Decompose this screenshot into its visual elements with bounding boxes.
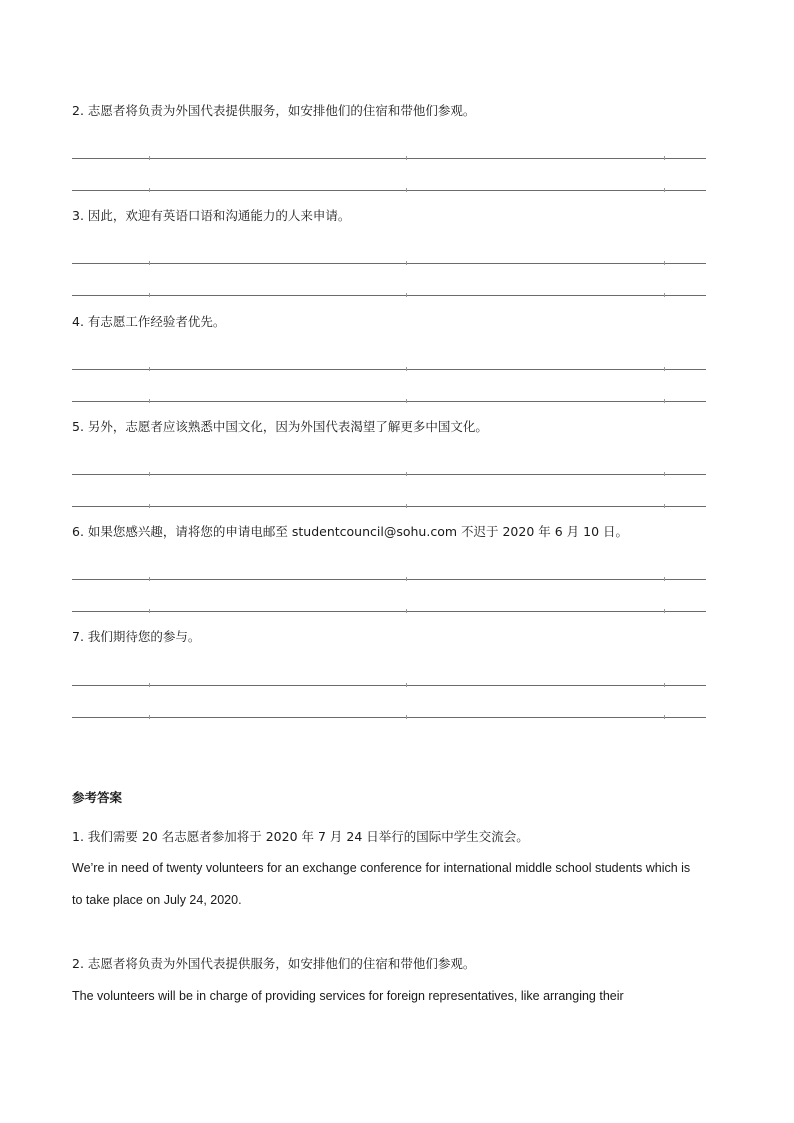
- rule-tick: [149, 504, 150, 508]
- rule-tick: [664, 577, 665, 581]
- rule-tick: [406, 293, 407, 297]
- rule-tick: [406, 577, 407, 581]
- rule-tick: [406, 683, 407, 687]
- rule-tick: [664, 472, 665, 476]
- rule-tick: [664, 367, 665, 371]
- rule-tick: [149, 472, 150, 476]
- question-4: 4. 有志愿工作经验者优先。: [72, 314, 226, 329]
- rule-tick: [149, 399, 150, 403]
- rule-tick: [149, 367, 150, 371]
- answer-2-english-line: The volunteers will be in charge of providing services for foreign representatives, like arranging their: [72, 989, 624, 1003]
- answer-line[interactable]: [72, 717, 706, 718]
- answer-1-english-line: We’re in need of twenty volunteers for an exchange conference for international middle school students which is: [72, 861, 691, 875]
- question-2: 2. 志愿者将负责为外国代表提供服务，如安排他们的住宿和带他们参观。: [72, 103, 476, 118]
- rule-tick: [149, 188, 150, 192]
- rule-tick: [664, 504, 665, 508]
- rule-tick: [664, 683, 665, 687]
- rule-tick: [406, 399, 407, 403]
- rule-tick: [149, 293, 150, 297]
- rule-tick: [406, 504, 407, 508]
- answer-line[interactable]: [72, 401, 706, 402]
- rule-tick: [406, 609, 407, 613]
- rule-tick: [664, 609, 665, 613]
- rule-tick: [664, 188, 665, 192]
- question-6: 6. 如果您感兴趣，请将您的申请电邮至 studentcouncil@sohu.com 不迟于 2020 年 6 月 10 日。: [72, 524, 629, 539]
- rule-tick: [664, 399, 665, 403]
- question-3: 3. 因此，欢迎有英语口语和沟通能力的人来申请。: [72, 208, 351, 223]
- rule-tick: [149, 261, 150, 265]
- answer-2-chinese: 2. 志愿者将负责为外国代表提供服务，如安排他们的住宿和带他们参观。: [72, 956, 476, 971]
- answer-line[interactable]: [72, 506, 706, 507]
- answer-line[interactable]: [72, 190, 706, 191]
- rule-tick: [664, 293, 665, 297]
- rule-tick: [149, 156, 150, 160]
- answer-line[interactable]: [72, 685, 706, 686]
- answer-line[interactable]: [72, 579, 706, 580]
- rule-tick: [149, 715, 150, 719]
- rule-tick: [149, 577, 150, 581]
- rule-tick: [406, 715, 407, 719]
- rule-tick: [149, 683, 150, 687]
- answer-1-chinese: 1. 我们需要 20 名志愿者参加将于 2020 年 7 月 24 日举行的国际中学生交流会。: [72, 829, 529, 844]
- answer-line[interactable]: [72, 474, 706, 475]
- question-7: 7. 我们期待您的参与。: [72, 629, 201, 644]
- answer-line[interactable]: [72, 369, 706, 370]
- rule-tick: [406, 472, 407, 476]
- rule-tick: [406, 261, 407, 265]
- answer-line[interactable]: [72, 263, 706, 264]
- rule-tick: [664, 261, 665, 265]
- rule-tick: [406, 188, 407, 192]
- rule-tick: [406, 156, 407, 160]
- answer-line[interactable]: [72, 158, 706, 159]
- answer-line[interactable]: [72, 611, 706, 612]
- answer-line[interactable]: [72, 295, 706, 296]
- question-5: 5. 另外，志愿者应该熟悉中国文化，因为外国代表渴望了解更多中国文化。: [72, 419, 488, 434]
- rule-tick: [664, 715, 665, 719]
- rule-tick: [664, 156, 665, 160]
- answers-heading: 参考答案: [72, 790, 123, 805]
- rule-tick: [406, 367, 407, 371]
- rule-tick: [149, 609, 150, 613]
- answer-1-english-line: to take place on July 24, 2020.: [72, 893, 242, 907]
